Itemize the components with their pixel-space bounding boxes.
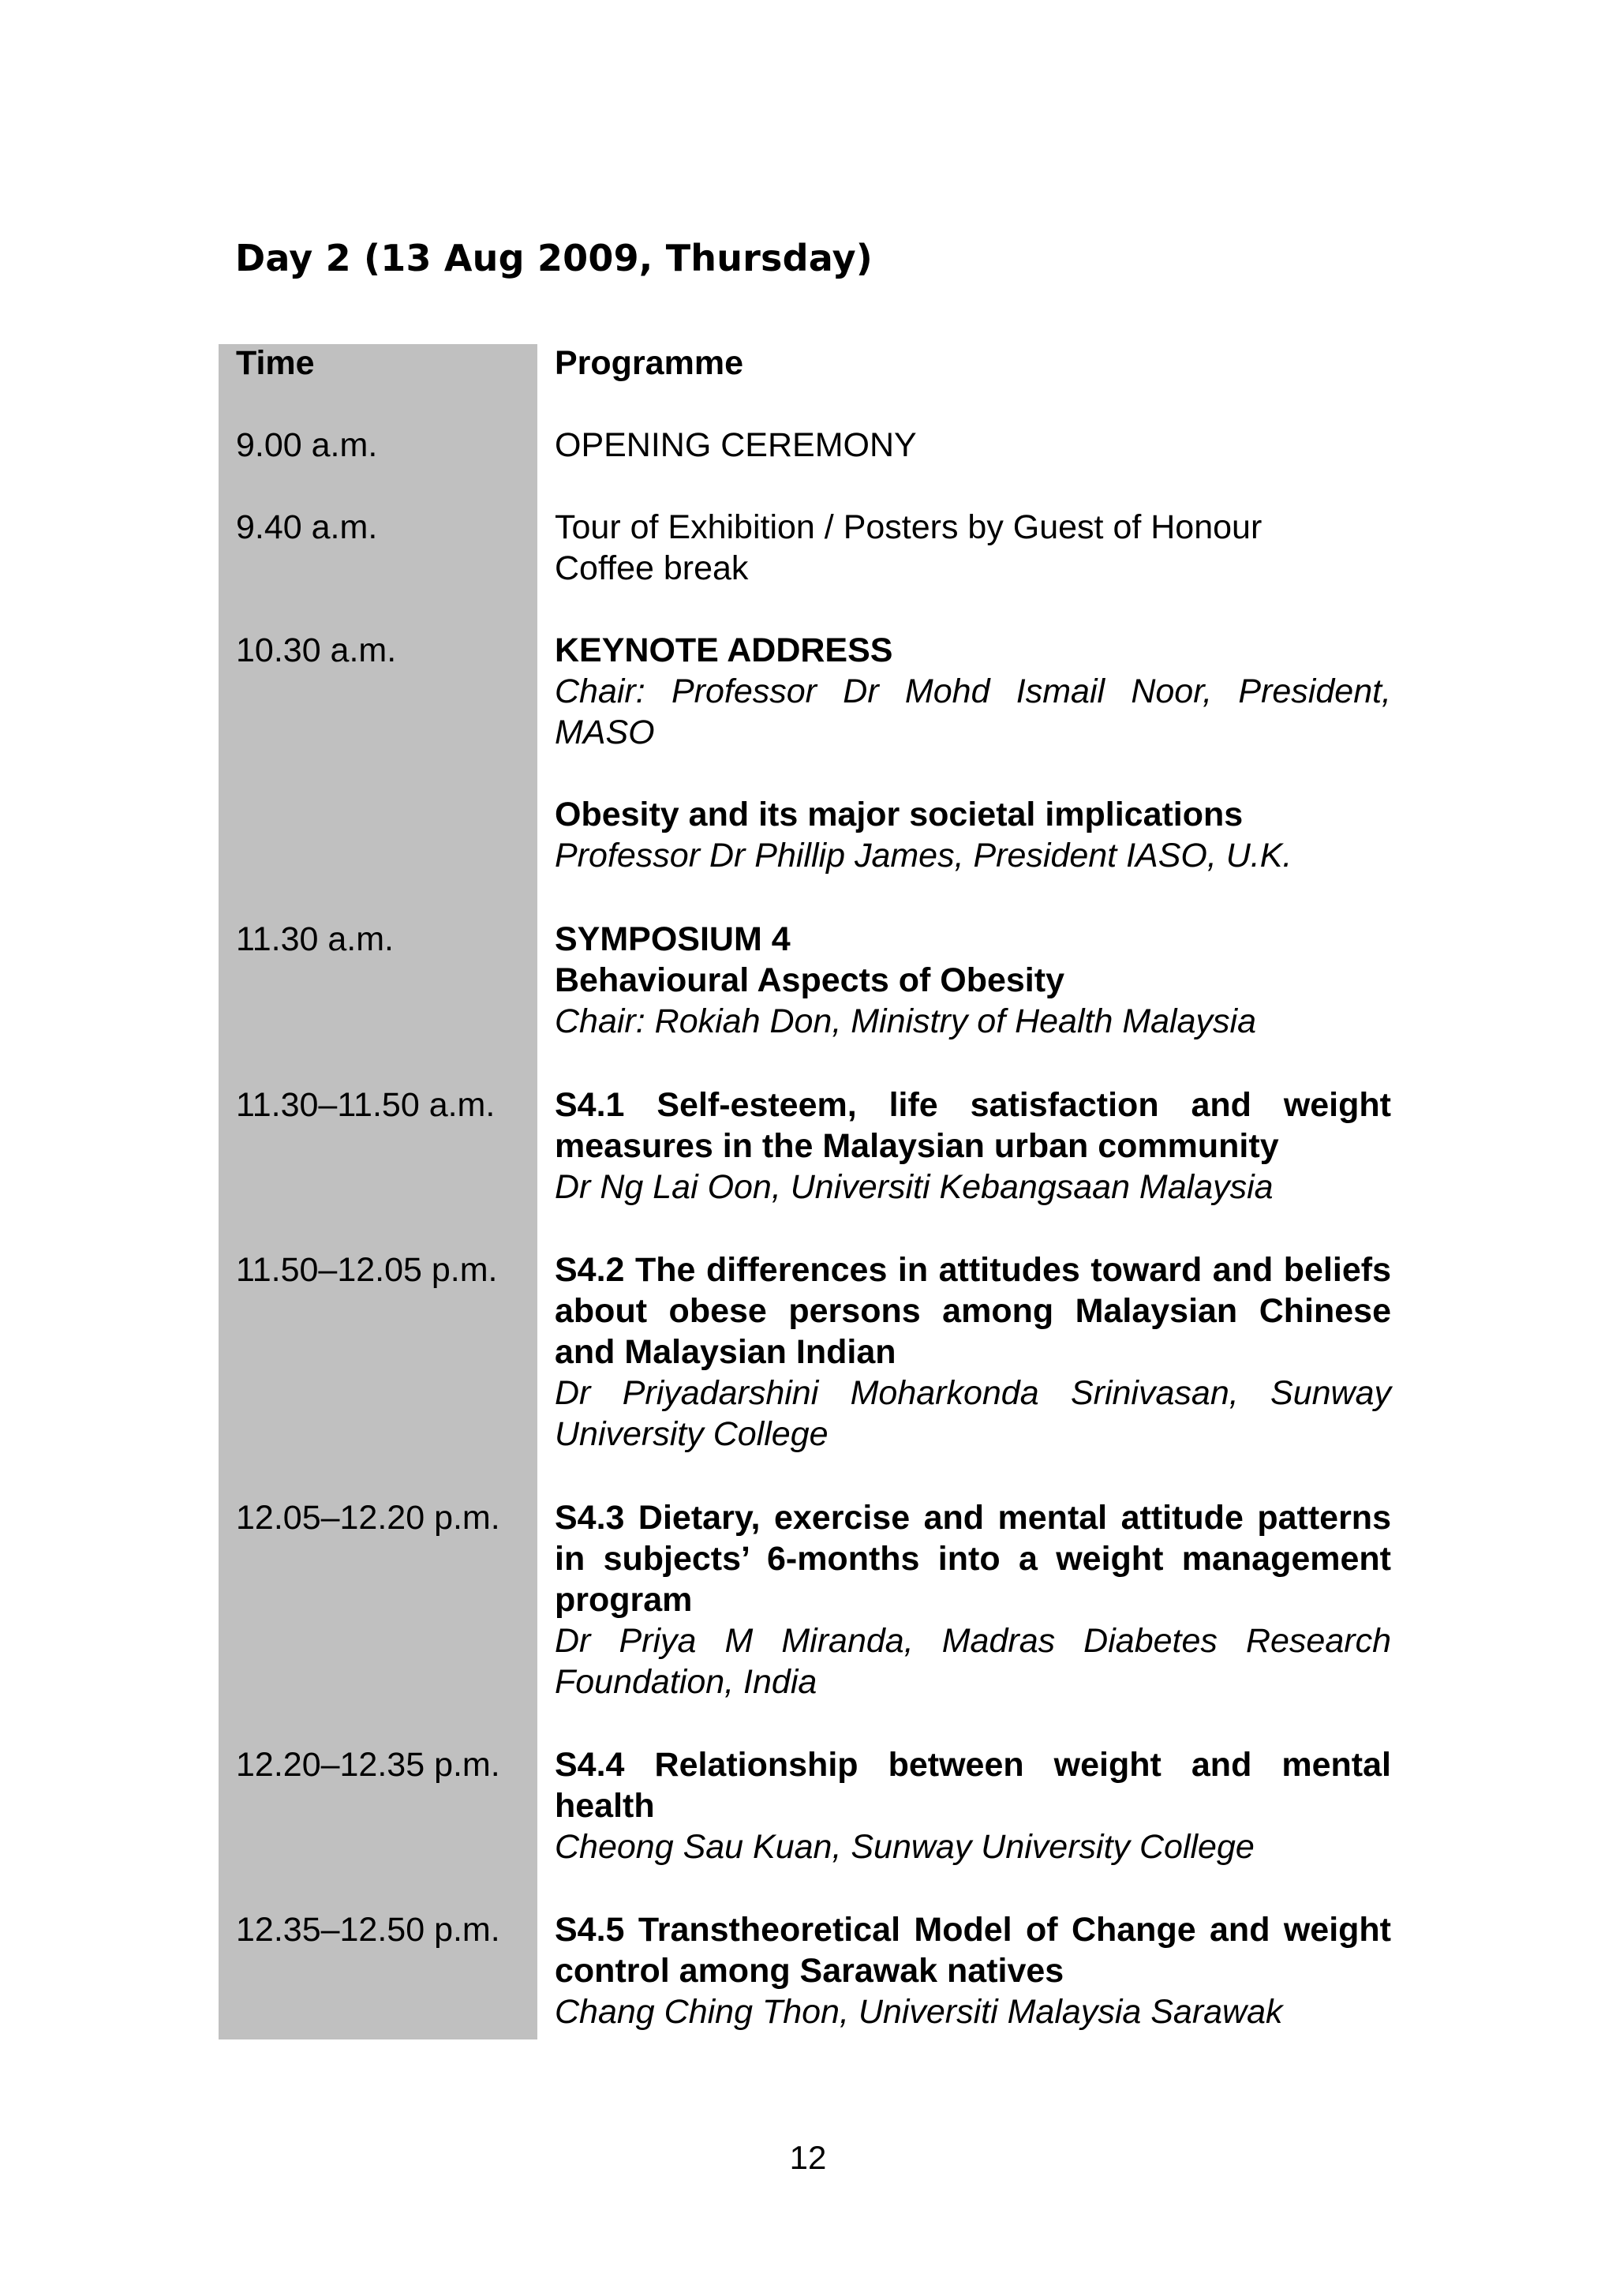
talk-speaker: Dr Priyadarshini Moharkonda Srinivasan, Sunway University College <box>555 1374 1391 1453</box>
row-time: 10.30 a.m. <box>236 631 397 669</box>
row-time: 9.00 a.m. <box>236 426 378 464</box>
row-programme <box>555 507 1391 589</box>
time-header: Time <box>236 344 315 382</box>
talk-speaker: Chang Ching Thon, Universiti Malaysia Sarawak <box>555 1993 1283 2031</box>
session-chair: Chair: Rokiah Don, Ministry of Health Malaysia <box>555 1002 1256 1040</box>
session-chair: Chair: Professor Dr Mohd Ismail Noor, President, MASO <box>555 672 1391 751</box>
row-time: 11.30–11.50 a.m. <box>236 1086 496 1124</box>
session-heading: SYMPOSIUM 4 <box>555 920 791 958</box>
talk-speaker: Professor Dr Phillip James, President IASO, U.K. <box>555 837 1292 875</box>
row-programme <box>555 1249 1391 1455</box>
row-time: 12.20–12.35 p.m. <box>236 1746 500 1784</box>
row-programme <box>555 1909 1391 2032</box>
session-subheading: Behavioural Aspects of Obesity <box>555 961 1064 999</box>
row-time: 12.05–12.20 p.m. <box>236 1499 500 1537</box>
talk-title: S4.4 Relationship between weight and mental health <box>555 1746 1391 1825</box>
talk-title: S4.3 Dietary, exercise and mental attitude patterns in subjects’ 6-months into a weight management program <box>555 1499 1391 1619</box>
programme-line: OPENING CEREMONY <box>555 426 917 464</box>
row-programme <box>555 919 1391 1042</box>
row-time: 11.50–12.05 p.m. <box>236 1251 498 1289</box>
talk-speaker: Dr Priya M Miranda, Madras Diabetes Research Foundation, India <box>555 1622 1391 1701</box>
talk-title: Obesity and its major societal implications <box>555 796 1244 833</box>
row-time: 11.30 a.m. <box>236 920 394 958</box>
talk-title: S4.1 Self-esteem, life satisfaction and weight measures in the Malaysian urban community <box>555 1086 1391 1165</box>
row-programme <box>555 1084 1391 1208</box>
programme-line: Tour of Exhibition / Posters by Guest of Honour <box>555 508 1262 546</box>
programme-line: Coffee break <box>555 549 749 587</box>
row-programme <box>555 630 1391 876</box>
row-programme <box>555 425 1391 466</box>
talk-title: S4.2 The differences in attitudes toward and beliefs about obese persons among Malaysian Chinese and Malaysian Indian <box>555 1251 1391 1371</box>
day-title: Day 2 (13 Aug 2009, Thursday) <box>235 237 873 279</box>
talk-speaker: Dr Ng Lai Oon, Universiti Kebangsaan Malaysia <box>555 1168 1274 1206</box>
page-number: 12 <box>789 2139 827 2176</box>
programme-header: Programme <box>555 344 743 382</box>
row-programme <box>555 1497 1391 1702</box>
row-time: 12.35–12.50 p.m. <box>236 1911 500 1949</box>
row-programme <box>555 1744 1391 1867</box>
talk-speaker: Cheong Sau Kuan, Sunway University College <box>555 1828 1255 1866</box>
talk-title: S4.5 Transtheoretical Model of Change and weight control among Sarawak natives <box>555 1911 1391 1990</box>
session-heading: KEYNOTE ADDRESS <box>555 631 893 669</box>
row-time: 9.40 a.m. <box>236 508 378 546</box>
